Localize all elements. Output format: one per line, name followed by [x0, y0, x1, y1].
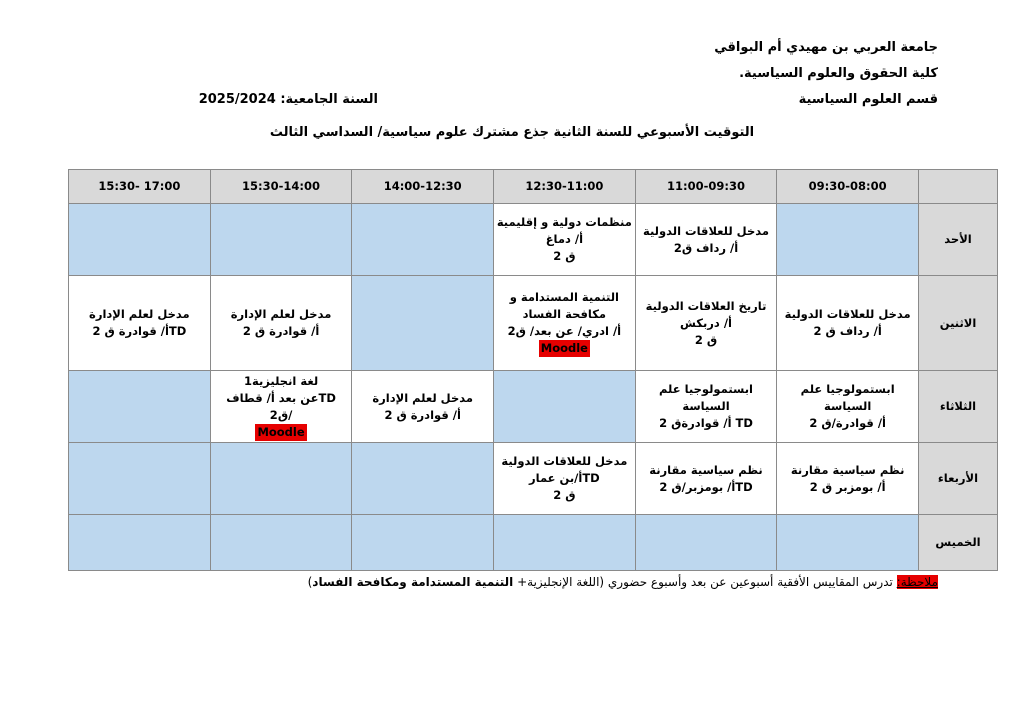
- empty-slot: [494, 371, 636, 443]
- moodle-badge: Moodle: [540, 341, 588, 355]
- time-slot-header: 09:30-08:00: [777, 170, 919, 204]
- empty-slot: [352, 515, 494, 571]
- course-detail: أ/ بومزبر ق 2: [809, 479, 886, 494]
- class-slot: [494, 443, 636, 515]
- empty-slot: [777, 204, 919, 276]
- empty-slot: [69, 371, 211, 443]
- course-detail: /ق2: [269, 407, 293, 422]
- course-detail: أ/ دماغ: [545, 232, 584, 246]
- course-detail: TDعن بعد أ/ قطاف: [226, 390, 336, 405]
- schedule-table: [68, 169, 998, 571]
- day-row: [69, 276, 998, 371]
- course-detail: أ/ ادري/ عن بعد/ ق2: [507, 324, 622, 338]
- department-name: قسم العلوم السياسية: [798, 92, 938, 107]
- empty-slot: [210, 443, 352, 515]
- empty-slot: [210, 515, 352, 571]
- empty-slot: [69, 443, 211, 515]
- note-label: ملاحظة:: [896, 575, 938, 589]
- course-detail: أ/ دربكش: [680, 315, 732, 330]
- course-name: مدخل للعلاقات الدولية: [784, 307, 911, 321]
- course-detail: ق 2: [694, 332, 718, 347]
- course-detail: TDأ/ قوادرة ق 2: [92, 324, 187, 338]
- course-name: مدخل لعلم الإدارة: [89, 307, 190, 321]
- time-slot-header: 12:30-11:00: [494, 170, 636, 204]
- empty-slot: [777, 515, 919, 571]
- class-slot: [777, 276, 919, 371]
- class-slot: [494, 204, 636, 276]
- note-bold-text: التنمية المستدامة ومكافحة الفساد: [312, 575, 514, 589]
- day-row: [69, 204, 998, 276]
- course-detail: السياسة: [824, 399, 872, 413]
- academic-year: السنة الجامعية: 2025/2024: [198, 92, 378, 107]
- footer-note: [308, 575, 938, 589]
- day-row: [69, 515, 998, 571]
- day-row: [69, 371, 998, 443]
- empty-slot: [210, 204, 352, 276]
- course-name: ابستمولوجيا علم: [800, 382, 895, 396]
- course-detail: أ/ رداف ق2: [673, 240, 739, 255]
- course-name: منظمات دولية و إقليمية: [496, 215, 632, 229]
- class-slot: [777, 371, 919, 443]
- course-name: مدخل لعلم الإدارة: [372, 390, 473, 405]
- course-detail: TDأ/بن عمار: [529, 471, 600, 485]
- day-label: الخميس: [919, 515, 998, 571]
- note-end: ): [307, 575, 313, 589]
- empty-slot: [352, 276, 494, 371]
- course-detail: أ/ قوادرة ق 2: [242, 324, 320, 338]
- class-slot: [494, 276, 636, 371]
- course-name: مدخل لعلم الإدارة: [230, 307, 332, 321]
- course-detail: ق 2: [553, 249, 576, 263]
- class-slot: [635, 276, 777, 371]
- day-label: الأربعاء: [919, 443, 998, 515]
- time-slot-header: 17:00 -15:30: [69, 170, 211, 204]
- course-name: التنمية المستدامة و: [509, 290, 619, 304]
- university-name: جامعة العربي بن مهيدي أم البواقي: [714, 40, 938, 55]
- day-row: [69, 443, 998, 515]
- class-slot: [635, 443, 777, 515]
- course-detail: أ/ رداف ق 2: [813, 324, 882, 338]
- course-name: نظم سياسية مقارنة: [790, 462, 905, 477]
- faculty-name: كلية الحقوق والعلوم السياسية.: [739, 66, 938, 81]
- time-slot-header: 14:00-12:30: [352, 170, 494, 204]
- course-name: لغة انجليزية1: [243, 373, 319, 388]
- day-label: الاثنين: [919, 276, 998, 371]
- note-text: تدرس المقاييس الأفقية أسبوعين عن بعد وأسبوع حضوري (اللغة الإنجليزية+: [513, 575, 897, 589]
- course-name: تاريخ العلاقات الدولية: [645, 298, 767, 313]
- corner-cell: [919, 170, 998, 204]
- moodle-badge: Moodle: [257, 424, 305, 439]
- empty-slot: [494, 515, 636, 571]
- course-detail: أ/ قوادرة ق 2: [384, 407, 461, 422]
- class-slot: [210, 276, 352, 371]
- course-name: ابستمولوجيا علم السياسة: [659, 382, 753, 413]
- class-slot: [635, 371, 777, 443]
- day-label: الثلاثاء: [919, 371, 998, 443]
- course-name: نظم سياسية مقارنة: [649, 462, 763, 477]
- time-slot-header: 15:30-14:00: [210, 170, 352, 204]
- empty-slot: [352, 443, 494, 515]
- day-label: الأحد: [919, 204, 998, 276]
- class-slot: [352, 371, 494, 443]
- course-detail: مكافحة الفساد: [522, 307, 607, 321]
- empty-slot: [635, 515, 777, 571]
- schedule-body: [69, 204, 998, 571]
- empty-slot: [69, 204, 211, 276]
- course-name: مدخل للعلاقات الدولية: [501, 454, 628, 468]
- course-detail: أ/ قوادرة/ق 2: [809, 416, 886, 430]
- time-header-row: [69, 170, 998, 204]
- course-detail: TDأ/ بومزبر/ق 2: [659, 479, 753, 494]
- course-detail: TD أ/ قوادرةق 2: [659, 416, 753, 430]
- class-slot: [210, 371, 352, 443]
- class-slot: [635, 204, 777, 276]
- class-slot: [69, 276, 211, 371]
- schedule-title: التوقيت الأسبوعي للسنة الثانية جذع مشترك علوم سياسية/ السداسي الثالث: [269, 125, 755, 140]
- course-name: مدخل للعلاقات الدولية: [643, 223, 770, 238]
- empty-slot: [352, 204, 494, 276]
- course-detail: ق 2: [553, 488, 576, 502]
- empty-slot: [69, 515, 211, 571]
- time-slot-header: 11:00-09:30: [635, 170, 777, 204]
- class-slot: [777, 443, 919, 515]
